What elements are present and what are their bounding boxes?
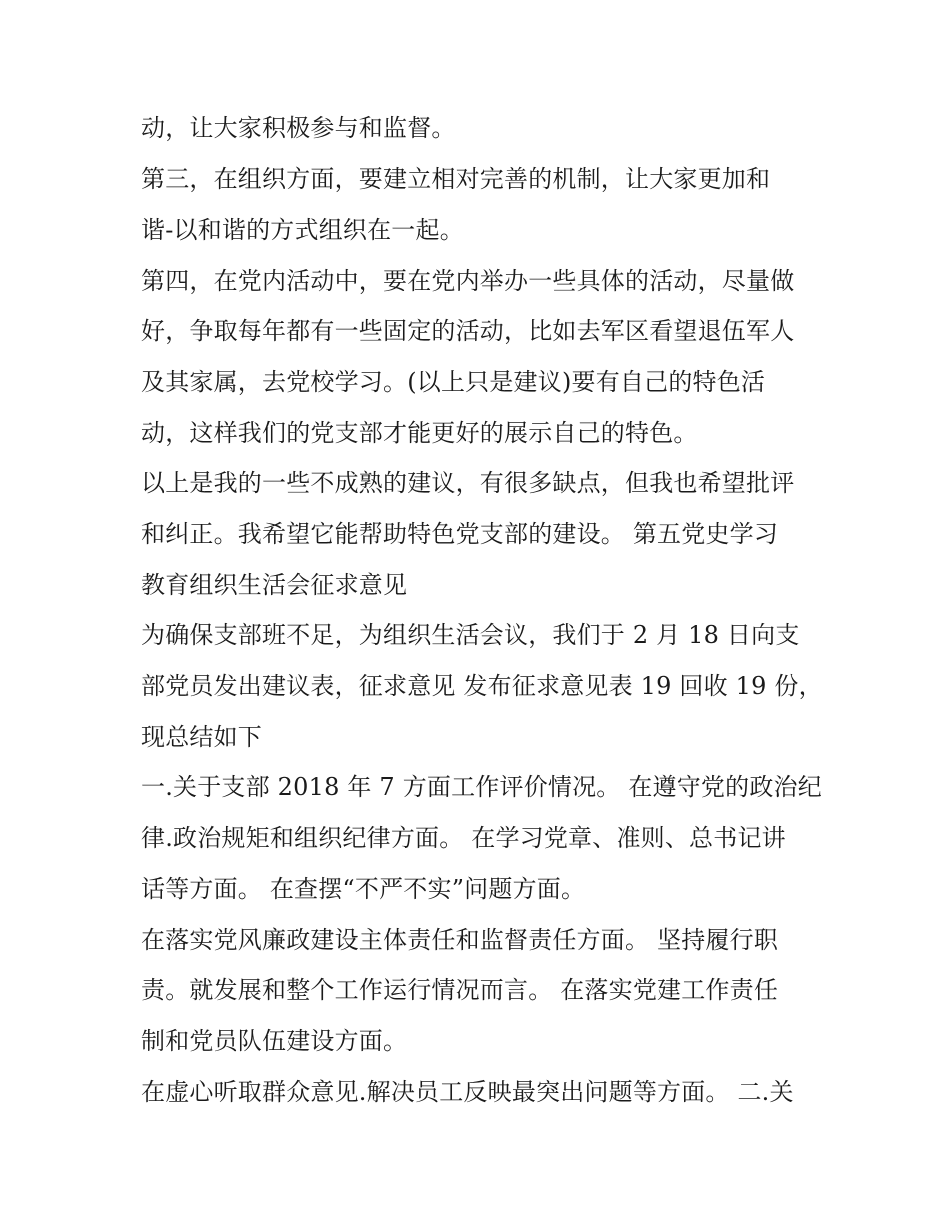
text-line: 在虚心听取群众意见.解决员工反映最突出问题等方面。 二.关 [141, 1078, 794, 1106]
text-line: 动，这样我们的党支部才能更好的展示自己的特色。 [141, 419, 698, 447]
text-line: 好，争取每年都有一些固定的活动，比如去军区看望退伍军人 [141, 317, 795, 345]
text-line: 律.政治规矩和组织纪律方面。 在学习党章、准则、总书记讲 [141, 824, 786, 852]
text-line: 谐-以和谐的方式组织在一起。 [141, 216, 464, 244]
text-line: 现总结如下 [141, 723, 262, 751]
text-line: 责。就发展和整个工作运行情况而言。 在落实党建工作责任 [141, 976, 779, 1004]
text-line: 第三，在组织方面，要建立相对完善的机制，让大家更加和 [141, 165, 771, 193]
text-line: 话等方面。 在查摆“不严不实”问题方面。 [141, 875, 586, 903]
text-line: 在落实党风廉政建设主体责任和监督责任方面。 坚持履行职 [141, 926, 779, 954]
text-line: 动，让大家积极参与和监督。 [141, 114, 456, 142]
text-line: 第四，在党内活动中，要在党内举办一些具体的活动，尽量做 [141, 267, 795, 295]
text-line: 为确保支部班不足，为组织生活会议，我们于 2 月 18 日向支 [141, 621, 800, 649]
text-line: 以上是我的一些不成熟的建议，有很多缺点，但我也希望批评 [141, 469, 795, 497]
text-line: 和纠正。我希望它能帮助特色党支部的建设。 第五党史学习 [141, 520, 779, 548]
text-line: 及其家属，去党校学习。(以上只是建议)要有自己的特色活 [141, 368, 766, 396]
text-line: 部党员发出建议表，征求意见 发布征求意见表 19 回收 19 份， [141, 672, 823, 700]
text-line: 一.关于支部 2018 年 7 方面工作评价情况。 在遵守党的政治纪 [141, 773, 822, 801]
text-line: 教育组织生活会征求意见 [141, 571, 408, 599]
text-line: 制和党员队伍建设方面。 [141, 1027, 408, 1055]
